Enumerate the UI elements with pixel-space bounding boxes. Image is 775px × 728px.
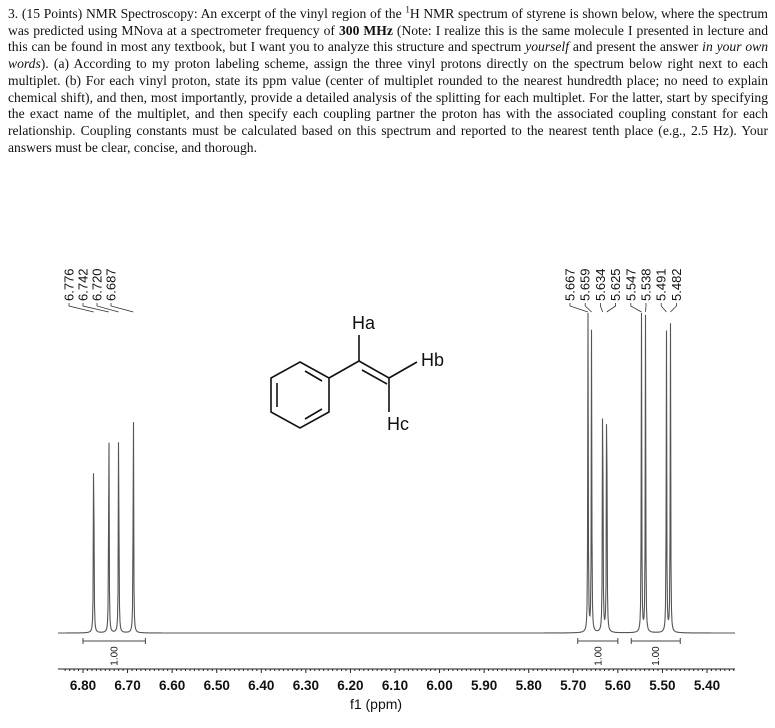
styrene-structure <box>271 313 444 434</box>
integration-value: 1.00 <box>593 646 605 666</box>
peak-label-leader <box>670 303 676 312</box>
x-tick-label: 6.50 <box>203 678 230 693</box>
peak-label: 5.482 <box>668 268 684 301</box>
peak-label: 5.667 <box>562 268 578 301</box>
x-tick-label: 5.50 <box>649 678 676 693</box>
x-tick-label: 6.10 <box>381 678 409 693</box>
x-tick-label: 6.80 <box>69 678 97 693</box>
ring-vinyl-bond <box>329 361 359 378</box>
ha-label: Ha <box>352 313 376 333</box>
x-tick-label: 5.60 <box>604 678 631 693</box>
peak-label: 5.634 <box>592 268 608 301</box>
peak-label: 5.659 <box>577 268 593 301</box>
x-tick-label: 5.90 <box>471 678 498 693</box>
peak-label: 5.538 <box>638 268 654 301</box>
peak-label: 6.720 <box>89 268 105 301</box>
peak-label-leader <box>645 303 646 312</box>
peak-labels <box>62 268 684 301</box>
x-tick-label: 6.00 <box>426 678 453 693</box>
x-tick-label: 6.60 <box>159 678 186 693</box>
peak-label: 5.547 <box>623 268 639 301</box>
hc-label: Hc <box>387 414 409 434</box>
peak-label-leaders <box>69 303 676 312</box>
peak-label: 6.776 <box>61 268 77 301</box>
integration-value: 1.00 <box>651 646 663 666</box>
peak-label-leader <box>607 303 616 312</box>
integrations <box>83 638 680 666</box>
peak-label: 5.625 <box>608 268 624 301</box>
hb-bond <box>389 362 417 378</box>
x-axis-ticks <box>65 669 734 693</box>
integration-value: 1.00 <box>109 646 121 666</box>
peak-label-leader <box>661 303 666 312</box>
peak-label: 5.491 <box>653 268 669 301</box>
x-tick-label: 6.30 <box>292 678 319 693</box>
spectrum-trace <box>58 313 735 633</box>
x-axis-title: f1 (ppm) <box>349 696 403 712</box>
hb-label: Hb <box>421 350 445 370</box>
x-tick-label: 5.80 <box>515 678 542 693</box>
x-tick-label: 6.70 <box>114 678 141 693</box>
vinyl-double-bond <box>359 361 389 378</box>
benzene-ring <box>271 362 329 428</box>
question-text: 3. (15 Points) NMR Spectroscopy: An excerpt of the vinyl region of the $^1$H NMR spectrum of styrene is shown below, where the spectrum was predicted using MNova at a spectrometer frequency of 300 MHz (Note: I realize this is the same molecule I presented in lecture and this can be found in most any textbook, but I want you to analyze this structure and spectrum yourself and present the answer in your own words). (a) According to my proton labeling scheme, assign the three vinyl protons directly on the spectrum below right next to each multiplet. (b) For each vinyl proton, state its ppm value (center of multiplet rounded to the nearest hundredth place; no need to explain chemical shift), and then, most importantly, provide a detailed analysis of the splitting for each multiplet. For the latter, start by specifying the exact name of the multiplet, and then specify each coupling partner the proton has with the associated coupling constant for each relationship. Coupling constants must be calculated based on this spectrum and reported to the nearest tenth place (e.g., 2.5 Hz). Your answers must be clear, concise, and thorough. <box>8 4 768 155</box>
peak-label: 6.687 <box>103 268 119 301</box>
x-tick-label: 6.20 <box>337 678 364 693</box>
peak-label-leader <box>585 303 591 312</box>
vinyl-double-bond-inner <box>362 370 387 384</box>
peak-label: 6.742 <box>75 268 91 301</box>
peak-label-leader <box>600 303 602 312</box>
x-tick-label: 6.40 <box>248 678 275 693</box>
x-tick-label: 5.70 <box>560 678 587 693</box>
peak-label-leader <box>631 303 642 312</box>
x-tick-label: 5.40 <box>693 678 721 693</box>
